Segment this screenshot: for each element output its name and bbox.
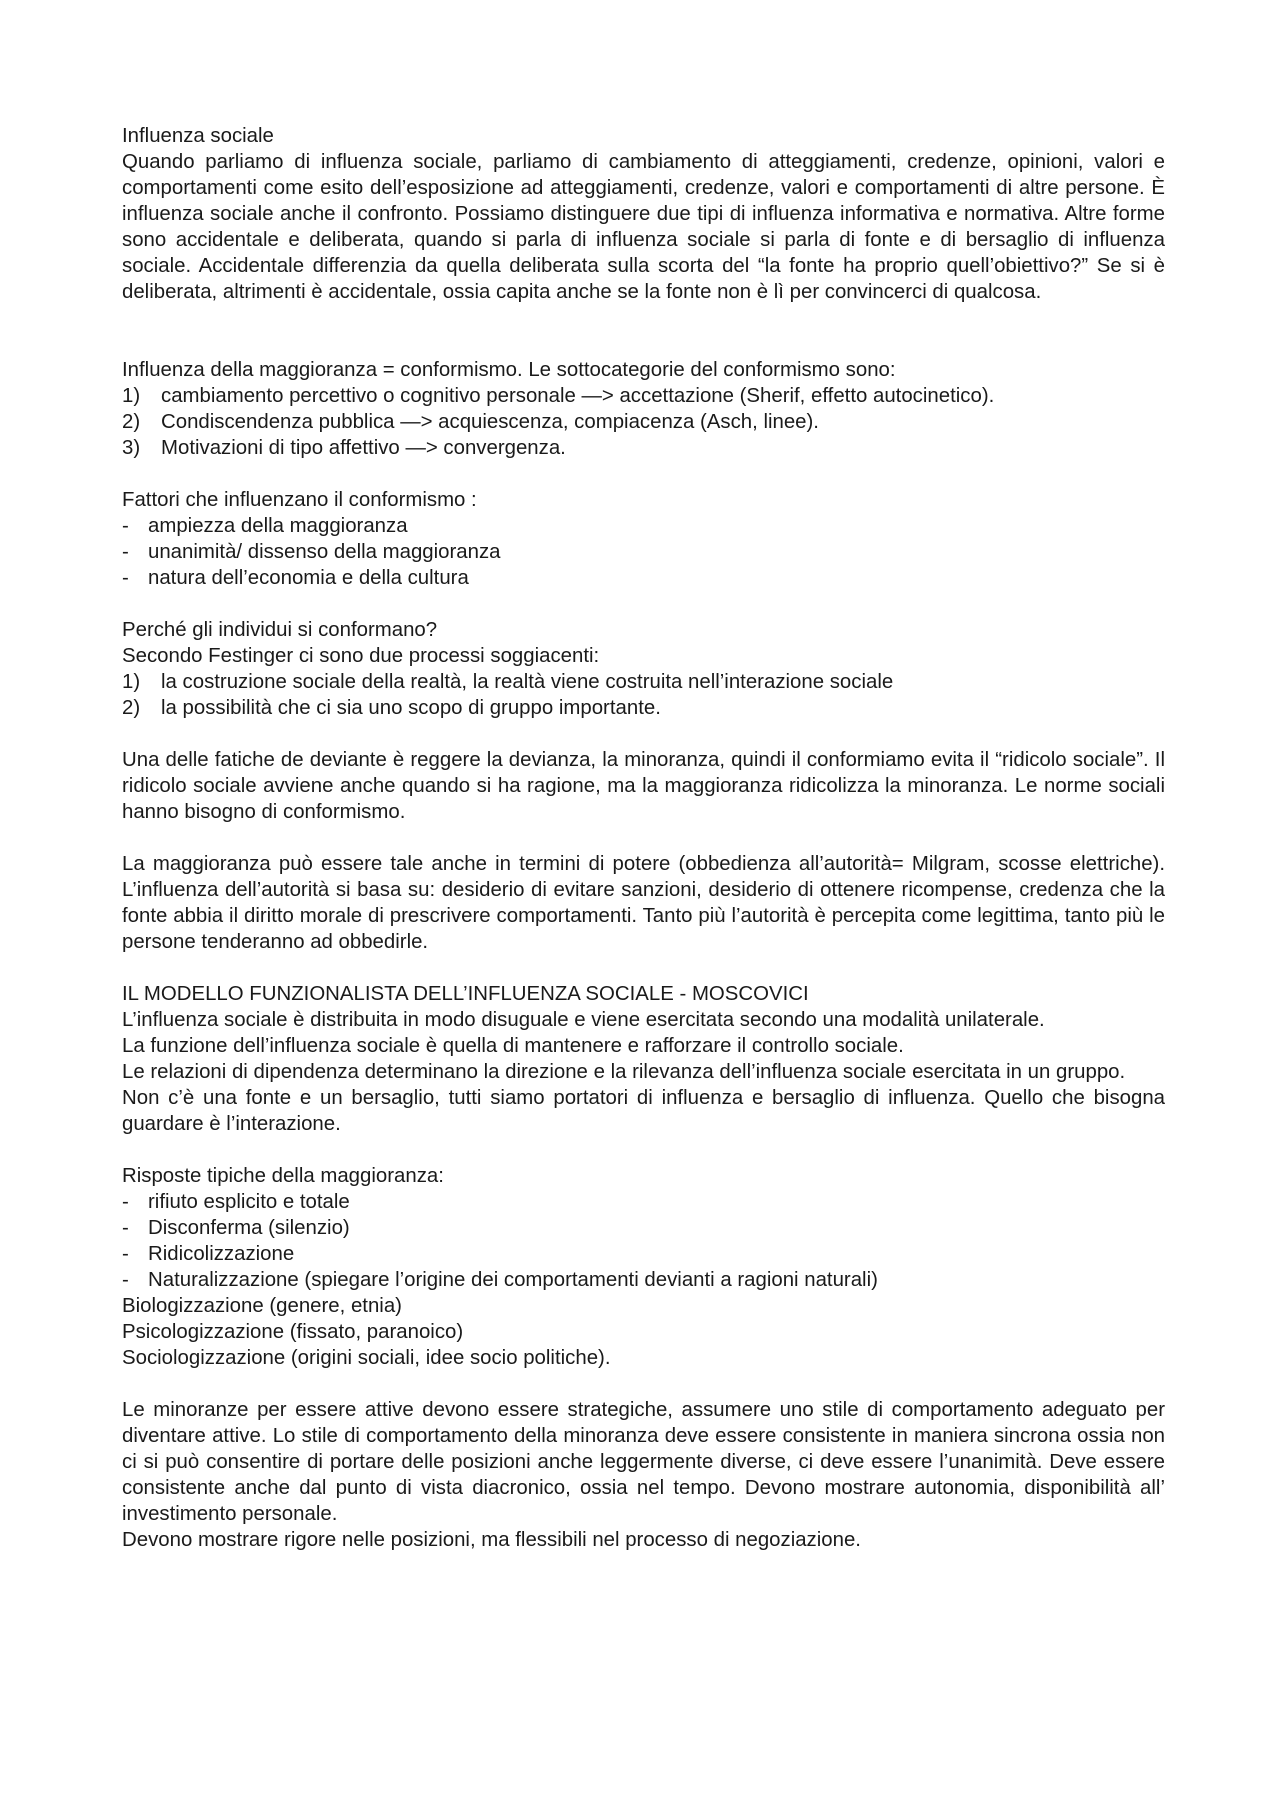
paragraph: Quando parliamo di influenza sociale, parliamo di cambiamento di atteggiamenti, credenze, opinioni, valori e comportamenti come esito dell’esposizione ad atteggiamenti, credenze, valori e comportamenti di altre persone. È influenza sociale anche il confronto. Possiamo distinguere due tipi di influenza informativa e normativa. Altre forme sono accidentale e deliberata, quando si parla di influenza sociale si parla di fonte e di bersaglio di influenza sociale. Accidentale differenzia da quella deliberata sulla scorta del “la fonte ha proprio quell’obiettivo?” Se si è deliberata, altrimenti è accidentale, ossia capita anche se la fonte non è lì per convincerci di qualcosa. — [122, 151, 1165, 303]
paragraph: Biologizzazione (genere, etnia) — [122, 1295, 402, 1317]
section-title: Influenza sociale — [122, 125, 274, 147]
list-item: - unanimità/ dissenso della maggioranza — [122, 541, 501, 563]
spacer — [122, 721, 1165, 747]
list-item: 3) Motivazioni di tipo affettivo —> convergenza. — [122, 437, 566, 459]
spacer — [122, 955, 1165, 981]
paragraph: Secondo Festinger ci sono due processi soggiacenti: — [122, 645, 600, 667]
paragraph: Risposte tipiche della maggioranza: — [122, 1165, 444, 1187]
section-heading: IL MODELLO FUNZIONALISTA DELL’INFLUENZA SOCIALE - MOSCOVICI — [122, 983, 809, 1005]
list-item: 2) Condiscendenza pubblica —> acquiescenza, compiacenza (Asch, linee). — [122, 411, 819, 433]
spacer — [122, 825, 1165, 851]
list-item: 1) la costruzione sociale della realtà, la realtà viene costruita nell’interazione sociale — [122, 671, 894, 693]
paragraph: Una delle fatiche de deviante è reggere la devianza, la minoranza, quindi il conformiamo evita il “ridicolo sociale”. Il ridicolo sociale avviene anche quando si ha ragione, ma la maggioranza ridicolizza la minoranza. Le norme sociali hanno bisogno di conformismo. — [122, 749, 1165, 823]
paragraph: Devono mostrare rigore nelle posizioni, ma flessibili nel processo di negoziazione. — [122, 1529, 861, 1551]
paragraph: Sociologizzazione (origini sociali, idee socio politiche). — [122, 1347, 611, 1369]
list-item: - ampiezza della maggioranza — [122, 515, 408, 537]
list-item: - Naturalizzazione (spiegare l’origine dei comportamenti devianti a ragioni naturali) — [122, 1269, 878, 1291]
spacer — [122, 1371, 1165, 1397]
paragraph: Psicologizzazione (fissato, paranoico) — [122, 1321, 464, 1343]
paragraph: Fattori che influenzano il conformismo : — [122, 489, 477, 511]
paragraph: La maggioranza può essere tale anche in termini di potere (obbedienza all’autorità= Milgram, scosse elettriche). L’influenza dell’autorità si basa su: desiderio di evitare sanzioni, desiderio di ottenere ricompense, credenza che la fonte abbia il diritto morale di prescrivere comportamenti. Tanto più l’autorità è percepita come legittima, tanto più le persone tenderanno ad obbedirle. — [122, 853, 1165, 953]
list-item: 2) la possibilità che ci sia uno scopo di gruppo importante. — [122, 697, 661, 719]
paragraph: La funzione dell’influenza sociale è quella di mantenere e rafforzare il controllo sociale. — [122, 1035, 904, 1057]
spacer — [122, 1137, 1165, 1163]
paragraph: Le relazioni di dipendenza determinano la direzione e la rilevanza dell’influenza sociale esercitata in un gruppo. — [122, 1061, 1126, 1083]
numbered-list — [122, 669, 1165, 721]
list-item: - natura dell’economia e della cultura — [122, 567, 469, 589]
paragraph: Le minoranze per essere attive devono essere strategiche, assumere uno stile di comportamento adeguato per diventare attive. Lo stile di comportamento della minoranza deve essere consistente in maniera sincrona ossia non ci si può consentire di portare delle posizioni anche leggermente diverse, ci deve essere l’unanimità. Deve essere consistente anche dal punto di vista diacronico, ossia nel tempo. Devono mostrare autonomia, disponibilità all’ investimento personale. — [122, 1399, 1165, 1525]
document-page — [122, 123, 1165, 1553]
spacer — [122, 591, 1165, 617]
paragraph: Influenza della maggioranza = conformismo. Le sottocategorie del conformismo sono: — [122, 359, 896, 381]
spacer — [122, 305, 1165, 357]
list-item: - Ridicolizzazione — [122, 1243, 295, 1265]
spacer — [122, 461, 1165, 487]
bullet-list — [122, 513, 1165, 591]
paragraph: Non c’è una fonte e un bersaglio, tutti siamo portatori di influenza e bersaglio di influenza. Quello che bisogna guardare è l’interazione. — [122, 1087, 1165, 1135]
list-item: - Disconferma (silenzio) — [122, 1217, 350, 1239]
numbered-list — [122, 383, 1165, 461]
bullet-list — [122, 1189, 1165, 1293]
paragraph: L’influenza sociale è distribuita in modo disuguale e viene esercitata secondo una modalità unilaterale. — [122, 1009, 1045, 1031]
paragraph: Perché gli individui si conformano? — [122, 619, 438, 641]
list-item: 1) cambiamento percettivo o cognitivo personale —> accettazione (Sherif, effetto autocinetico). — [122, 385, 995, 407]
list-item: - rifiuto esplicito e totale — [122, 1191, 350, 1213]
